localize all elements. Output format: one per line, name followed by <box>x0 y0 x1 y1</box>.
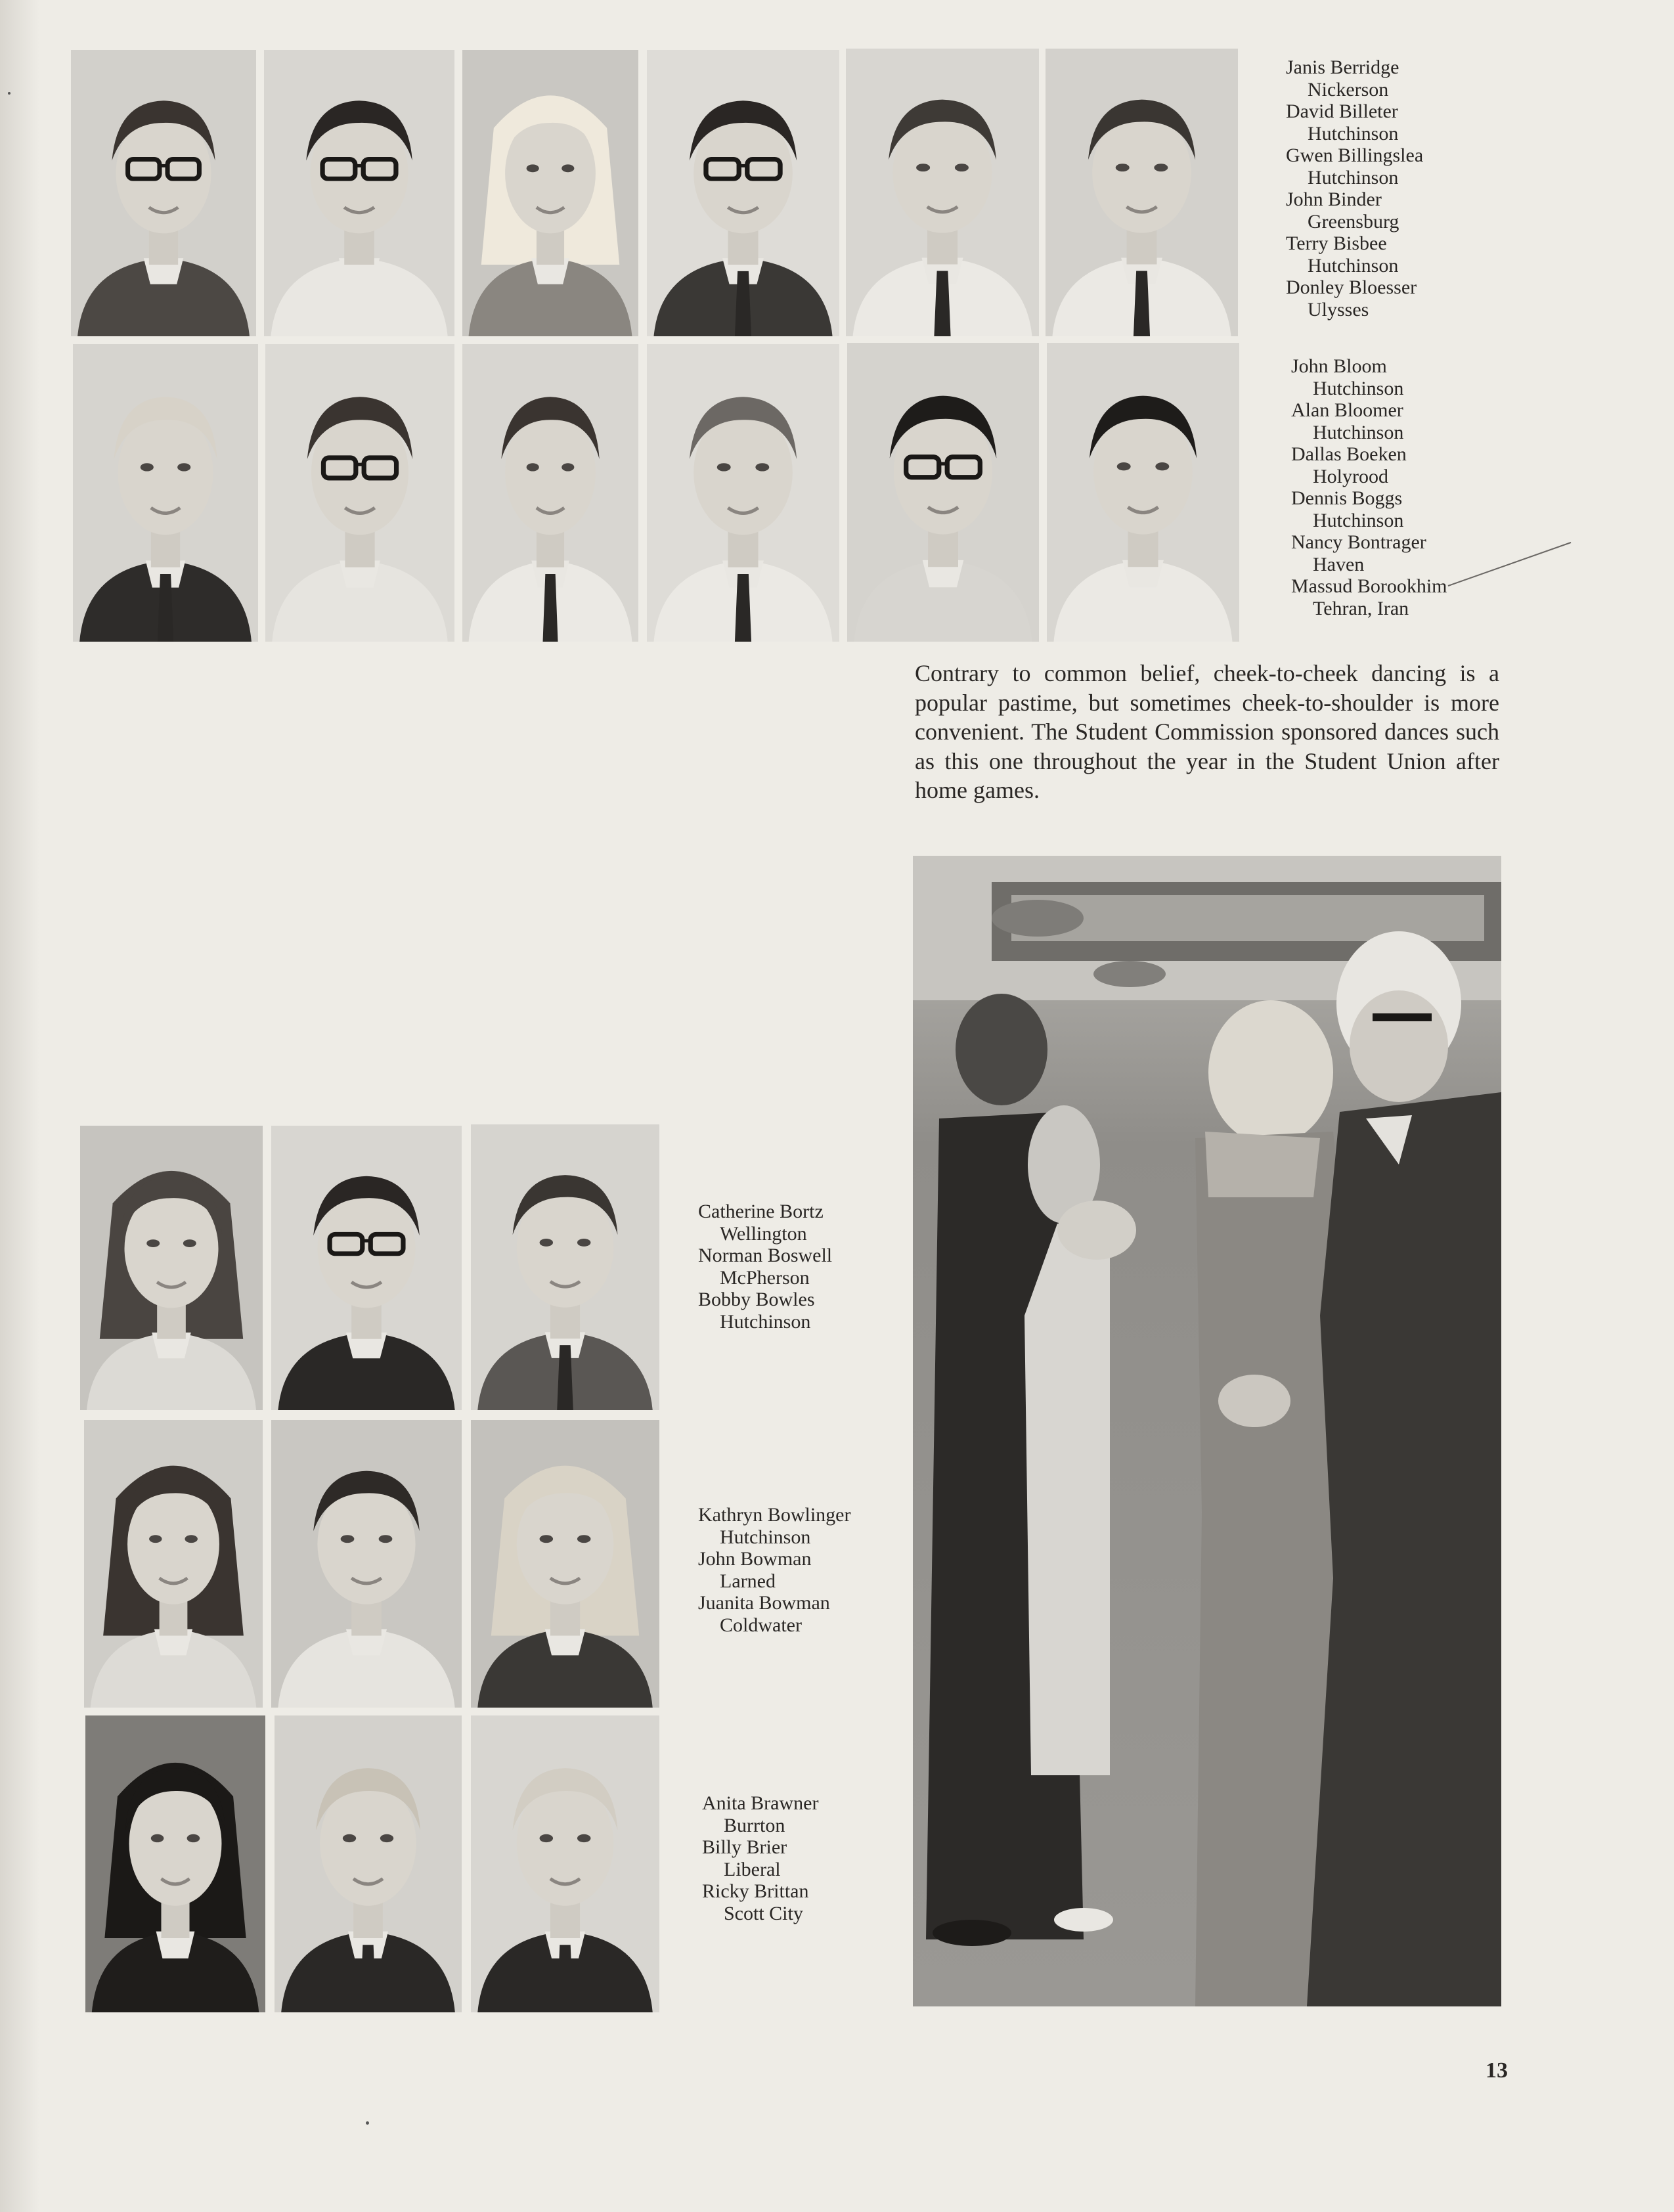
caption-block-row-2 <box>1291 355 1447 619</box>
caption-hometown: Burrton <box>724 1814 785 1836</box>
caption-name: Nancy Bontrager <box>1291 531 1426 553</box>
caption-name: Anita Brawner <box>702 1792 819 1814</box>
caption-block-lower-1 <box>698 1201 832 1333</box>
student-portrait-photo <box>847 343 1039 642</box>
student-portrait-photo <box>1047 343 1239 642</box>
student-portrait-photo <box>471 1420 659 1708</box>
caption-hometown: Hutchinson <box>1313 377 1404 399</box>
student-portrait-photo <box>80 1126 263 1410</box>
student-portrait-photo <box>73 344 258 642</box>
caption-hometown: Hutchinson <box>1313 509 1404 531</box>
student-portrait-photo <box>275 1715 462 2012</box>
student-portrait-photo <box>462 50 638 336</box>
page-number: 13 <box>1486 2058 1508 2083</box>
caption-name: Dennis Boggs <box>1291 487 1403 509</box>
caption-hometown: Greensburg <box>1308 210 1399 232</box>
caption-block-row-1 <box>1286 56 1423 321</box>
caption-hometown: Nickerson <box>1308 78 1389 100</box>
caption-name: Ricky Brittan <box>702 1880 809 1902</box>
caption-name: John Bloom <box>1291 355 1387 377</box>
caption-hometown: Ulysses <box>1308 298 1369 321</box>
caption-name: Kathryn Bowlinger <box>698 1504 851 1526</box>
caption-hometown: McPherson <box>720 1266 810 1289</box>
caption-name: Catherine Bortz <box>698 1201 824 1222</box>
caption-hometown: Hutchinson <box>1308 166 1399 188</box>
student-portrait-photo <box>647 50 839 336</box>
caption-hometown: Wellington <box>720 1222 807 1245</box>
caption-hometown: Tehran, Iran <box>1313 597 1409 619</box>
caption-name: Janis Berridge <box>1286 56 1399 78</box>
caption-hometown: Hutchinson <box>720 1526 811 1548</box>
caption-name: Bobby Bowles <box>698 1289 815 1310</box>
caption-hometown: Hutchinson <box>1308 122 1399 144</box>
student-portrait-photo <box>85 1715 265 2012</box>
caption-name: Terry Bisbee <box>1286 232 1387 254</box>
student-portrait-photo <box>846 49 1039 336</box>
story-paragraph: Contrary to common belief, cheek-to-cheek dancing is a popular pastime, but sometimes cheek-to-shoulder is more convenient. The Student Commission sponsored dances such as this one throughout the year in the Student Union after home games. <box>915 660 1499 804</box>
caption-hometown: Holyrood <box>1313 465 1388 487</box>
student-portrait-photo <box>264 50 454 336</box>
student-portrait-photo <box>84 1420 263 1708</box>
student-portrait-photo <box>647 344 839 642</box>
student-portrait-photo <box>271 1420 462 1708</box>
caption-hometown: Liberal <box>724 1858 781 1880</box>
caption-name: Norman Boswell <box>698 1245 833 1266</box>
caption-name: Donley Bloesser <box>1286 276 1417 298</box>
page-gutter-shadow <box>0 0 39 2212</box>
student-portrait-photo <box>71 50 256 336</box>
caption-block-lower-2 <box>698 1504 850 1636</box>
student-portrait-photo <box>265 344 454 642</box>
caption-hometown: Larned <box>720 1570 776 1592</box>
student-portrait-photo <box>1046 49 1238 336</box>
caption-block-lower-3 <box>702 1792 818 1924</box>
student-portrait-photo <box>271 1126 462 1410</box>
caption-name: John Bowman <box>698 1548 812 1570</box>
print-speck <box>366 2121 369 2125</box>
caption-name: Massud Borookhim <box>1291 575 1447 597</box>
caption-name: John Binder <box>1286 188 1382 210</box>
caption-hometown: Coldwater <box>720 1614 802 1636</box>
caption-name: Juanita Bowman <box>698 1592 830 1614</box>
caption-name: David Billeter <box>1286 100 1398 122</box>
caption-name: Dallas Boeken <box>1291 443 1407 465</box>
print-speck <box>8 92 11 95</box>
dance-photo <box>913 856 1501 2006</box>
caption-hometown: Scott City <box>724 1902 803 1924</box>
student-portrait-photo <box>471 1124 659 1410</box>
caption-hometown: Hutchinson <box>720 1310 811 1333</box>
caption-hometown: Hutchinson <box>1308 254 1399 276</box>
caption-name: Billy Brier <box>702 1836 787 1858</box>
caption-hometown: Haven <box>1313 553 1365 575</box>
caption-name: Alan Bloomer <box>1291 399 1403 421</box>
caption-name: Gwen Billingslea <box>1286 144 1424 166</box>
student-portrait-photo <box>471 1715 659 2012</box>
student-portrait-photo <box>462 344 638 642</box>
caption-hometown: Hutchinson <box>1313 421 1404 443</box>
